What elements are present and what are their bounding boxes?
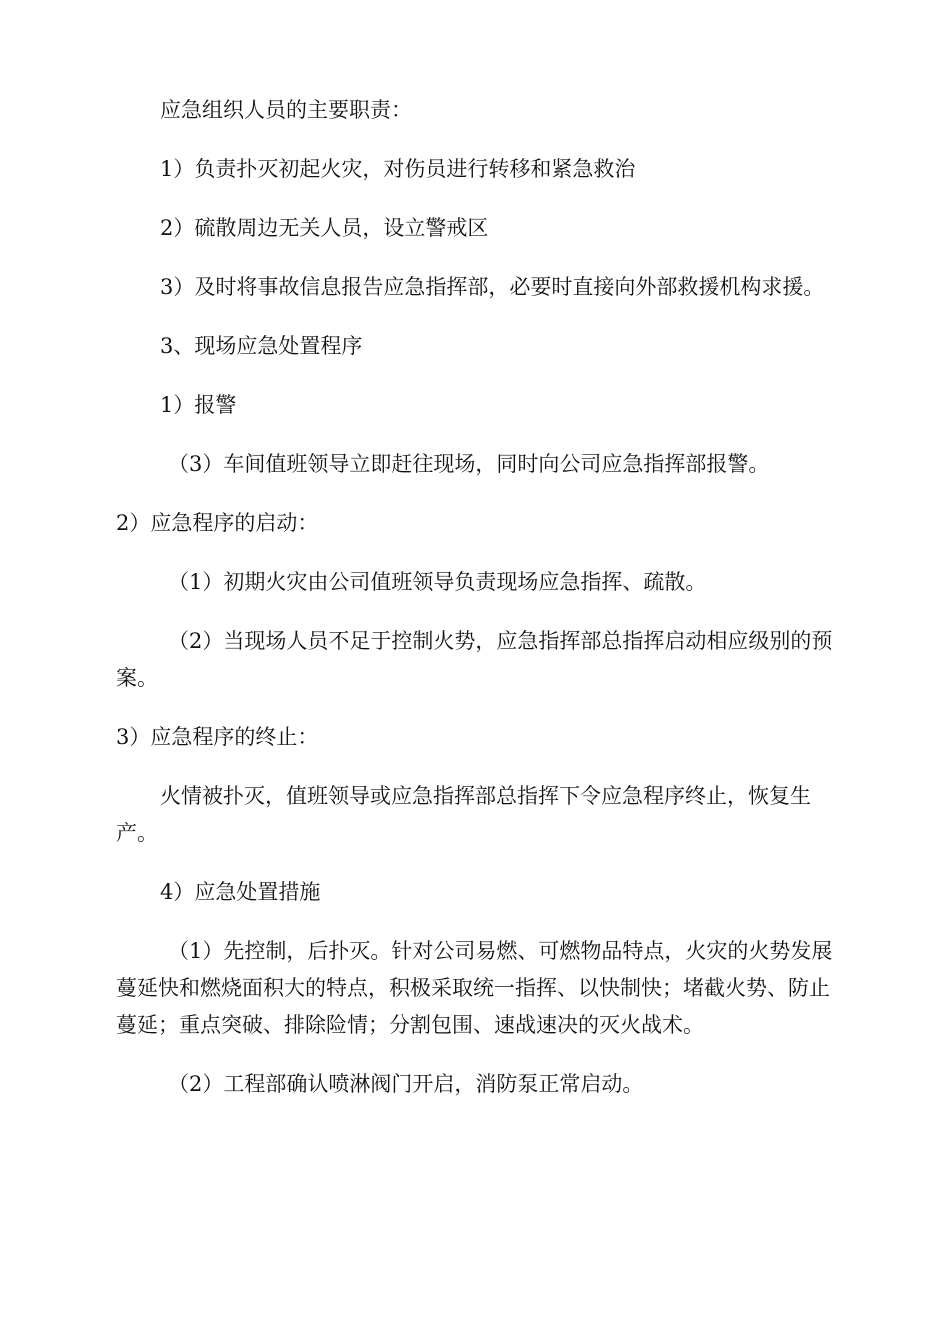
section-heading-procedure: 3、现场应急处置程序: [160, 334, 363, 358]
paragraph-startup-heading: 2）应急程序的启动：: [116, 511, 319, 535]
paragraph-alarm-heading: 1）报警: [160, 393, 237, 417]
paragraph-measures-item-1: （1）先控制，后扑灭。针对公司易燃、可燃物品特点，火灾的火势发展蔓延快和燃烧面积大的特点，积极采取统一指挥、以快制快；堵截火势、防止蔓延；重点突破、排除险情；分割包围、速战速决的灭火战术。: [116, 939, 833, 1037]
paragraph-measures-heading: 4）应急处置措施: [160, 880, 321, 904]
paragraph-termination-text: 火情被扑灭，值班领导或应急指挥部总指挥下令应急程序终止，恢复生产。: [116, 784, 811, 845]
paragraph-duty-3: 3）及时将事故信息报告应急指挥部，必要时直接向外部救援机构求援。: [160, 275, 825, 299]
paragraph-duty-1: 1）负责扑灭初起火灾，对伤员进行转移和紧急救治: [160, 157, 636, 181]
paragraph-duties-heading: 应急组织人员的主要职责：: [160, 98, 412, 122]
paragraph-duty-2: 2）硫散周边无关人员，设立警戒区: [160, 216, 489, 240]
paragraph-alarm-item-3: （3）车间值班领导立即赶往现场，同时向公司应急指挥部报警。: [168, 452, 770, 476]
paragraph-measures-item-2: （2）工程部确认喷淋阀门开启，消防泵正常启动。: [168, 1072, 644, 1096]
paragraph-startup-item-2: （2）当现场人员不足于控制火势，应急指挥部总指挥启动相应级别的预案。: [116, 629, 833, 690]
paragraph-startup-item-1: （1）初期火灾由公司值班领导负责现场应急指挥、疏散。: [168, 570, 707, 594]
paragraph-termination-heading: 3）应急程序的终止：: [116, 725, 319, 749]
document-body: [116, 92, 836, 1125]
